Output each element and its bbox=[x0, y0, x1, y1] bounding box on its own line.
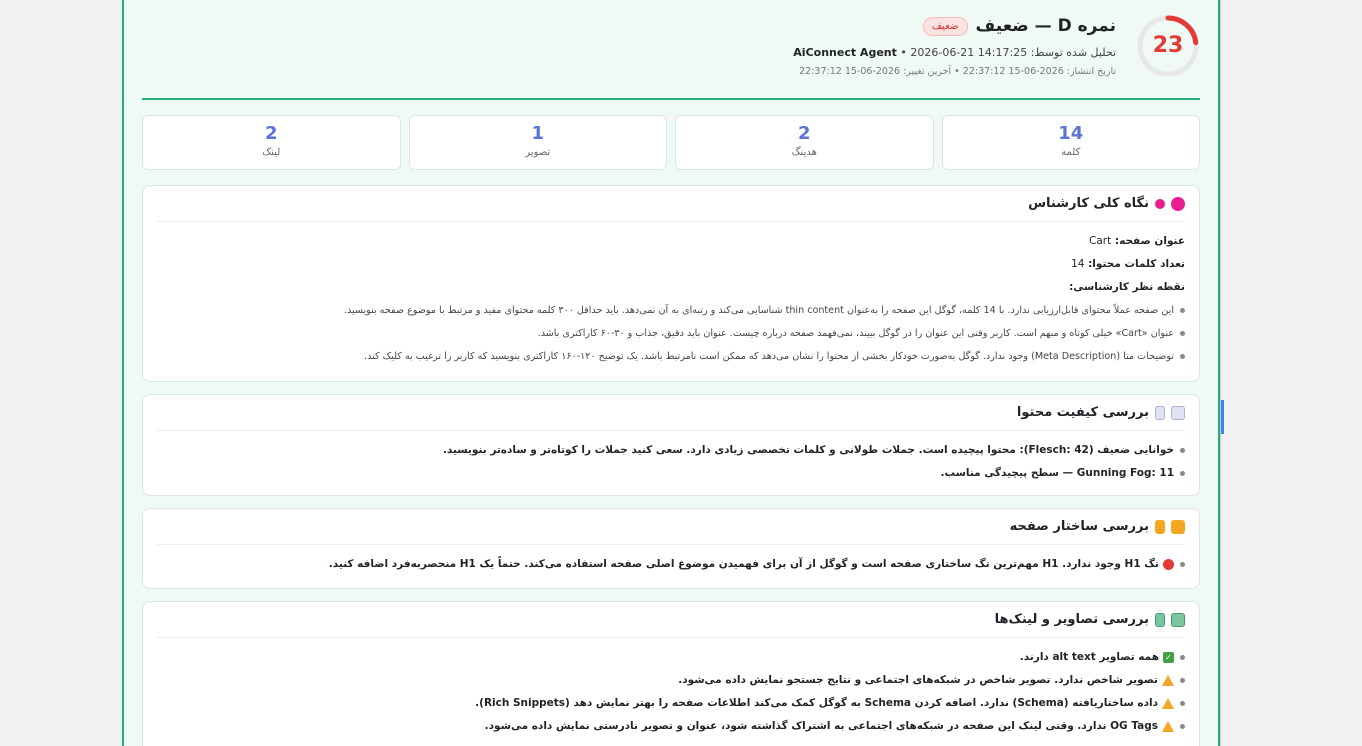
analysis-meta bbox=[793, 46, 1116, 59]
images-links-header bbox=[157, 602, 1185, 638]
score-ring bbox=[1136, 14, 1200, 78]
side-scroll-area bbox=[1220, 0, 1362, 746]
expert-label: نقطه نظر کارشناسی: bbox=[1069, 281, 1185, 293]
warning-icon bbox=[1162, 675, 1174, 686]
overview-header bbox=[157, 186, 1185, 222]
stat-value: 2 bbox=[264, 123, 278, 144]
point-text: این صفحه عملاً محتوای قابل‌ارزیابی ندارد. با 14 کلمه، گوگل این صفحه را به‌عنوان thin content شناسایی می‌کند و رتبه‌ای به آن نمی‌دهد. باید حداقل ۳۰۰ کلمه محتوای مفید و مرتبط با موضوع صفحه بنویسید. bbox=[343, 305, 1174, 316]
stat-headings bbox=[675, 115, 934, 170]
list-item bbox=[157, 553, 1185, 576]
stat-value: 1 bbox=[531, 123, 545, 144]
word-count-line bbox=[157, 253, 1185, 276]
structure-header bbox=[157, 509, 1185, 545]
stat-words bbox=[942, 115, 1201, 170]
item-text: تصویر شاخص ندارد. تصویر شاخص در شبکه‌های اجتماعی و نتایج جستجو نمایش داده می‌شود. bbox=[678, 674, 1158, 686]
overview-title: نگاه کلی کارشناس bbox=[1028, 196, 1149, 211]
list-item bbox=[157, 715, 1185, 738]
agent-name: AiConnect Agent bbox=[793, 46, 897, 59]
list-item bbox=[157, 669, 1185, 692]
item-text: داده ساختاریافته (Schema) ندارد. اضافه کردن Schema به گوگل کمک می‌کند اطلاعات صفحه را بهتر نمایش دهد (Rich Snippets). bbox=[475, 697, 1158, 709]
construction-icon bbox=[1155, 520, 1165, 534]
stat-label: کلمه bbox=[1061, 147, 1081, 158]
item-text: تگ H1 وجود ندارد. H1 مهم‌ترین تگ ساختاری صفحه است و گوگل از آن برای فهمیدن موضوع اصلی صفحه استفاده می‌کند. حتماً یک H1 منحصربه‌فرد اضافه کنید. bbox=[328, 558, 1159, 570]
bullet-icon bbox=[1180, 331, 1185, 336]
seo-report-panel bbox=[122, 0, 1220, 746]
analyzed-by-label: تحلیل شده توسط: bbox=[1030, 46, 1116, 59]
page-title-value: Cart bbox=[1089, 235, 1112, 247]
picture-icon bbox=[1171, 613, 1185, 627]
warning-icon bbox=[1162, 698, 1174, 709]
stat-images bbox=[409, 115, 668, 170]
list-item bbox=[157, 439, 1185, 462]
stats-row bbox=[142, 115, 1200, 170]
bullet-icon bbox=[1180, 724, 1185, 729]
construction-icon bbox=[1171, 520, 1185, 534]
content-quality-title: بررسی کیفیت محتوا bbox=[1016, 405, 1149, 420]
stat-value: 14 bbox=[1058, 123, 1084, 144]
stat-label: لینک bbox=[262, 147, 281, 158]
word-count-label: تعداد کلمات محتوا: bbox=[1088, 258, 1185, 270]
stat-label: تصویر bbox=[525, 147, 551, 158]
item-text: همه تصاویر alt text دارند. bbox=[1019, 651, 1159, 663]
point-text: عنوان «Cart» خیلی کوتاه و مبهم است. کاربر وقتی این عنوان را در گوگل ببیند، نمی‌فهمد صفحه درباره چیست. عنوان باید دقیق، جذاب و ۳۰-۶۰ کاراکتری باشد. bbox=[537, 328, 1174, 339]
bullet-icon bbox=[1180, 354, 1185, 359]
picture-icon bbox=[1155, 613, 1165, 627]
stat-links bbox=[142, 115, 401, 170]
word-count-value: 14 bbox=[1071, 258, 1085, 270]
check-icon: ✓ bbox=[1163, 652, 1174, 663]
list-item bbox=[157, 692, 1185, 715]
brain-icon bbox=[1171, 197, 1185, 211]
images-links-card bbox=[142, 601, 1200, 746]
structure-card bbox=[142, 508, 1200, 589]
images-links-title: بررسی تصاویر و لینک‌ها bbox=[994, 612, 1149, 627]
grade-title: نمره D — ضعیف bbox=[975, 16, 1116, 36]
warning-icon bbox=[1162, 721, 1174, 732]
bullet-icon bbox=[1180, 701, 1185, 706]
bullet-icon bbox=[1180, 448, 1185, 453]
stat-value: 2 bbox=[797, 123, 811, 144]
brain-icon bbox=[1155, 199, 1165, 209]
overview-card bbox=[142, 185, 1200, 382]
content-quality-header bbox=[157, 395, 1185, 431]
report-header bbox=[142, 0, 1200, 100]
red-circle-icon bbox=[1163, 559, 1174, 570]
list-item bbox=[157, 299, 1185, 322]
document-icon bbox=[1171, 406, 1185, 420]
content-quality-card bbox=[142, 394, 1200, 496]
status-badge: ضعیف bbox=[923, 17, 968, 36]
bullet-icon bbox=[1180, 308, 1185, 313]
bullet-icon bbox=[1180, 562, 1185, 567]
item-text: خوانایی ضعیف (Flesch: 42): محتوا پیچیده است. جملات طولانی و کلمات تخصصی زیادی دارد. سعی کنید جملات را کوتاه‌تر و ساده‌تر بنویسید. bbox=[442, 444, 1174, 456]
point-text: توضیحات متا (Meta Description) وجود ندارد. گوگل به‌صورت خودکار بخشی از محتوا را نشان می‌دهد که ممکن است نامرتبط باشد. یک توضیح ۱۲۰-۱۶۰ کاراکتری بنویسید که کاربر را ترغیب به کلیک کند. bbox=[364, 351, 1174, 362]
list-item bbox=[157, 462, 1185, 485]
list-item bbox=[157, 322, 1185, 345]
score-value: 23 bbox=[1152, 33, 1184, 58]
document-icon bbox=[1155, 406, 1165, 420]
item-text: Gunning Fog: 11 — سطح پیچیدگی مناسب. bbox=[940, 467, 1174, 479]
item-text: OG Tags ندارد. وقتی لینک این صفحه در شبکه‌های اجتماعی به اشتراک گذاشته شود، عنوان و تصویر نادرستی نمایش داده می‌شود. bbox=[484, 720, 1158, 732]
publish-meta: تاریخ انتشار: 2026-06-15 22:37:12 • آخرین تغییر: 2026-06-15 22:37:12 bbox=[799, 66, 1116, 77]
bullet-icon bbox=[1180, 678, 1185, 683]
bullet-icon bbox=[1180, 655, 1185, 660]
analysis-date: • 2026-06-21 14:17:25 bbox=[900, 46, 1028, 59]
list-item bbox=[157, 646, 1185, 669]
edge-indicator bbox=[1221, 400, 1224, 434]
page-title-label: عنوان صفحه: bbox=[1114, 235, 1185, 247]
list-item bbox=[157, 345, 1185, 368]
grade-title-row bbox=[923, 16, 1116, 36]
stat-label: هدینگ bbox=[791, 147, 817, 158]
page-title-line bbox=[157, 230, 1185, 253]
structure-title: بررسی ساختار صفحه bbox=[1009, 519, 1149, 534]
bullet-icon bbox=[1180, 471, 1185, 476]
